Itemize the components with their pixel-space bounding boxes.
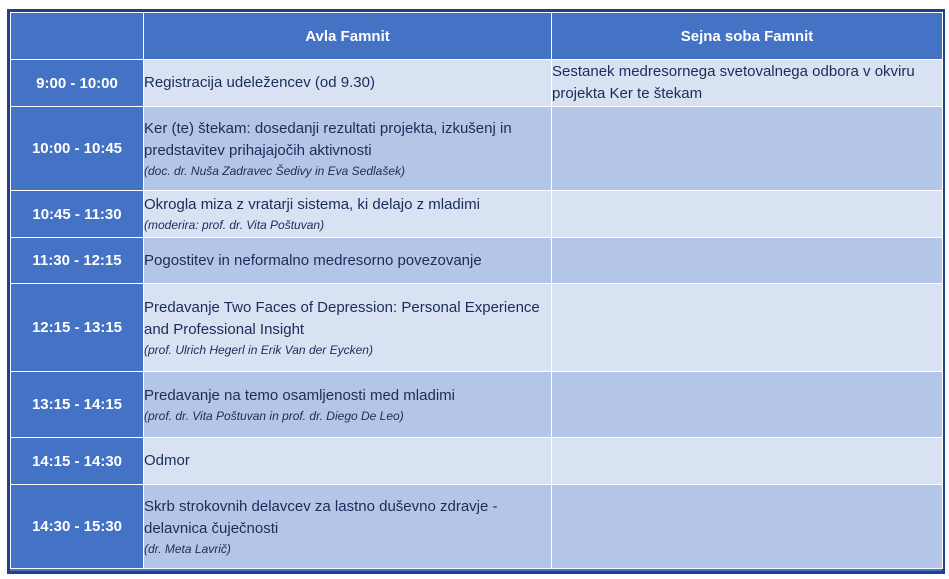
time-slot: 11:30 - 12:15 [11,238,144,284]
table-row [11,485,943,569]
sejna-cell [552,372,943,438]
time-slot: 10:00 - 10:45 [11,107,144,191]
avla-cell [144,107,552,191]
session-title: Skrb strokovnih delavcev za lastno duševno zdravje - delavnica čuječnosti [144,497,498,537]
table-row [11,238,943,284]
table-row [11,191,943,238]
avla-cell [144,60,552,107]
header-sejna-soba: Sejna soba Famnit [552,13,943,60]
session-speakers: (doc. dr. Nuša Zadravec Šedivy in Eva Sedlašek) [144,163,406,178]
sejna-cell [552,60,943,107]
sejna-cell [552,238,943,284]
session-speakers: (dr. Meta Lavrič) [144,541,231,556]
avla-cell [144,284,552,372]
header-row [11,13,943,60]
time-slot: 10:45 - 11:30 [11,191,144,238]
session-title: Okrogla miza z vratarji sistema, ki delajo z mladimi [144,196,480,213]
avla-cell [144,191,552,238]
table-row [11,284,943,372]
time-slot: 13:15 - 14:15 [11,372,144,438]
session-title: Sestanek medresornega svetovalnega odbora v okviru projekta Ker te štekam [552,63,915,102]
sejna-cell [552,284,943,372]
session-title: Odmor [144,452,190,469]
session-title: Ker (te) štekam: dosedanji rezultati projekta, izkušenj in predstavitev prihajajočih aktivnosti [144,119,512,159]
avla-cell [144,438,552,485]
header-avla-famnit: Avla Famnit [144,13,552,60]
table-row [11,438,943,485]
session-speakers: (moderira: prof. dr. Vita Poštuvan) [144,218,325,232]
sejna-cell [552,438,943,485]
time-slot: 14:30 - 15:30 [11,485,144,569]
session-speakers: (prof. dr. Vita Poštuvan in prof. dr. Diego De Leo) [144,408,404,423]
time-slot: 14:15 - 14:30 [11,438,144,485]
avla-cell [144,485,552,569]
avla-cell [144,238,552,284]
time-slot: 12:15 - 13:15 [11,284,144,372]
table-row [11,107,943,191]
session-title: Pogostitev in neformalno medresorno povezovanje [144,251,482,269]
header-time [11,13,144,60]
schedule-frame [7,9,945,574]
session-title: Registracija udeležencev (od 9.30) [144,74,375,91]
sejna-cell [552,191,943,238]
session-title: Predavanje na temo osamljenosti med mladimi [144,386,455,404]
table-row [11,372,943,438]
time-slot: 9:00 - 10:00 [11,60,144,107]
avla-cell [144,372,552,438]
schedule-table [10,12,943,569]
sejna-cell [552,107,943,191]
session-title: Predavanje Two Faces of Depression: Personal Experience and Professional Insight [144,298,540,338]
table-row [11,60,943,107]
session-speakers: (prof. Ulrich Hegerl in Erik Van der Eycken) [144,342,373,357]
sejna-cell [552,485,943,569]
